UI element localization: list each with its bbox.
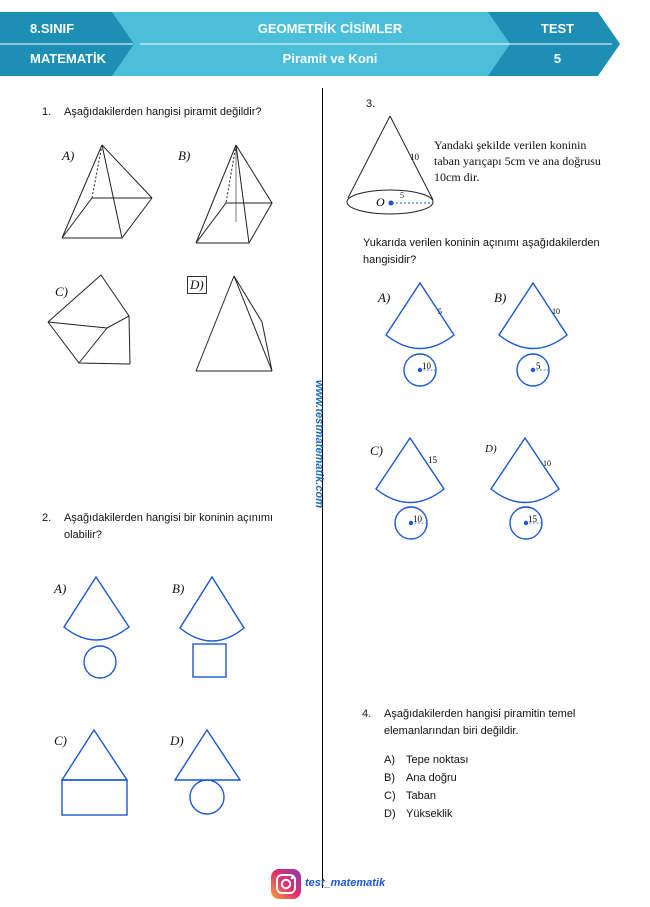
- q2-option-d-label: D): [170, 733, 184, 748]
- q3-option-a-slant: 5: [438, 307, 442, 316]
- q3-cone-radius-label: 5: [400, 191, 404, 200]
- q1-option-a-label: A): [62, 148, 75, 163]
- q4-text: [362, 706, 575, 740]
- subtopic-title: Piramit ve Koni: [282, 51, 378, 66]
- q2-option-c-label: C): [54, 733, 67, 748]
- q3-option-d-slant: 10: [543, 459, 551, 468]
- q4-choice-d[interactable]: D) Yükseklik: [384, 808, 453, 820]
- q3-option-b-slant: 10: [552, 307, 560, 316]
- q4-choice-b[interactable]: B) Ana doğru: [384, 772, 457, 784]
- q3-option-a-radius: 10: [422, 361, 431, 371]
- q3-option-a-sector: [386, 283, 454, 349]
- q3-question-line2: hangisidir?: [363, 254, 417, 266]
- q3-option-c-slant: 15: [428, 455, 437, 465]
- q2-option-a-label: A): [54, 581, 67, 596]
- q3-description-line2: taban yarıçapı 5cm ve ana doğrusu: [434, 154, 601, 168]
- q4-choices: [384, 751, 468, 823]
- test-number: 5: [553, 51, 562, 66]
- test-label: TEST: [540, 21, 575, 36]
- q4-prompt-line2: elemanlarından biri değildir.: [384, 725, 519, 737]
- q4-choice-a[interactable]: A) Tepe noktası: [384, 754, 469, 766]
- q3-option-c-label: C): [370, 443, 383, 458]
- q3-number: 3.: [366, 98, 376, 110]
- q1-option-c-prism: [48, 275, 130, 364]
- q1-prompt: Aşağıdakilerden hangisi piramit değildir?: [64, 106, 262, 118]
- q3-option-c-radius: 10: [413, 514, 422, 524]
- q3-option-d-radius: 15: [528, 514, 537, 524]
- q2-number: 2.: [42, 512, 52, 524]
- q1-option-b-label: B): [178, 148, 191, 163]
- q3-cone-center-label: O: [376, 195, 385, 209]
- q2-option-c-base: [62, 780, 127, 815]
- q3-description-line1: Yandaki şekilde verilen koninin: [434, 138, 587, 152]
- grade-label: 8.SINIF: [30, 21, 75, 36]
- q2-option-d-triangle: [175, 730, 240, 780]
- q2-prompt-line2: olabilir?: [64, 529, 102, 541]
- q3-cone-figure: [340, 110, 440, 220]
- instagram-handle[interactable]: test_matematik: [305, 877, 386, 889]
- subject-label: MATEMATİK: [30, 51, 107, 66]
- q2-text: [42, 510, 273, 544]
- q1-figures: [0, 0, 322, 420]
- q4-number: 4.: [362, 708, 372, 720]
- q1-option-d-label: D): [187, 276, 207, 294]
- q1-option-d-pyramid: [196, 276, 272, 371]
- q3-cone-slant-label: 10: [410, 152, 419, 162]
- q3-option-b-label: B): [494, 290, 507, 305]
- q3-description-line3: 10cm dir.: [434, 170, 480, 184]
- q2-option-a-sector: [64, 577, 129, 640]
- q1-option-a-pyramid: [62, 145, 152, 238]
- q2-option-b-base: [193, 644, 226, 677]
- website-watermark: www.testmatematik.com: [312, 380, 325, 508]
- q1-option-c-label: C): [55, 284, 68, 299]
- q2-option-b-sector: [180, 577, 244, 641]
- q3-option-c-sector: [376, 438, 444, 503]
- q1-option-b-pyramid: [196, 145, 272, 243]
- q2-option-d-base: [190, 780, 224, 814]
- q3-option-d-label: D): [485, 443, 497, 455]
- q3-option-d-sector: [491, 438, 559, 503]
- q3-description: [434, 137, 601, 185]
- q3-question-line1: Yukarıda verilen koninin açınımı aşağıdakilerden: [363, 237, 600, 249]
- q2-figures: [0, 560, 322, 830]
- q2-option-a-base: [84, 646, 116, 678]
- q3-option-figures: [322, 270, 650, 560]
- q4-choice-c[interactable]: C) Taban: [384, 790, 436, 802]
- topic-title: GEOMETRİK CİSİMLER: [257, 21, 403, 36]
- q1-number: 1.: [42, 106, 52, 118]
- q3-question: [363, 235, 600, 269]
- q2-prompt-line1: Aşağıdakilerden hangisi bir koninin açınımı: [64, 512, 274, 524]
- instagram-icon[interactable]: [270, 868, 302, 900]
- q4-prompt-line1: Aşağıdakilerden hangisi piramitin temel: [384, 708, 576, 720]
- q3-option-b-radius: 5: [536, 361, 541, 371]
- q2-option-b-label: B): [172, 581, 185, 596]
- q3-option-a-label: A): [378, 290, 391, 305]
- q2-option-c-triangle: [62, 730, 127, 780]
